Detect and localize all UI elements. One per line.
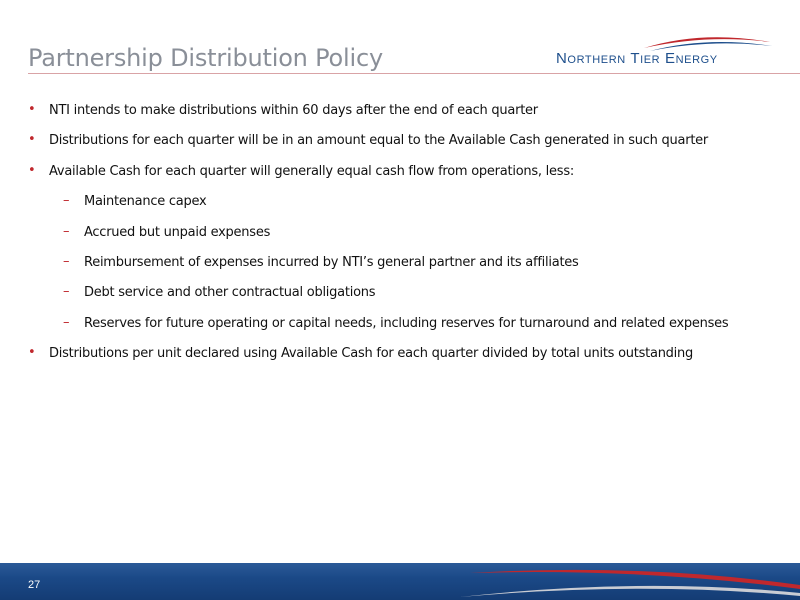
dash-marker: – xyxy=(63,284,70,300)
bullet-item xyxy=(28,164,788,194)
dash-marker: – xyxy=(63,193,70,209)
bullet-marker: • xyxy=(28,162,36,178)
sub-bullet-text: Debt service and other contractual obligations xyxy=(84,285,376,301)
bullet-marker: • xyxy=(28,132,36,148)
footer-bar xyxy=(0,563,800,600)
sub-bullet-item xyxy=(28,255,788,285)
sub-bullet-text: Reserves for future operating or capital needs, including reserves for turnaround and related expenses xyxy=(84,315,729,331)
bullet-marker: • xyxy=(28,345,36,361)
bullet-list xyxy=(28,103,788,377)
dash-marker: – xyxy=(63,223,70,239)
title-underline xyxy=(28,73,800,74)
bullet-item xyxy=(28,103,788,133)
dash-marker: – xyxy=(63,253,70,269)
footer-swoosh-icon xyxy=(0,563,800,600)
company-logo xyxy=(552,32,774,72)
sub-bullet-item xyxy=(28,225,788,255)
bullet-marker: • xyxy=(28,102,36,117)
bullet-text: NTI intends to make distributions within 60 days after the end of each quarter xyxy=(49,103,538,118)
sub-bullet-text: Maintenance capex xyxy=(84,194,207,210)
bullet-text: Distributions for each quarter will be in an amount equal to the Available Cash generated in such quarter xyxy=(49,133,709,149)
dash-marker: – xyxy=(63,314,70,330)
sub-bullet-item xyxy=(28,194,788,224)
sub-bullet-item xyxy=(28,285,788,315)
bullet-item xyxy=(28,133,788,163)
sub-bullet-text: Accrued but unpaid expenses xyxy=(84,224,271,240)
sub-bullet-item xyxy=(28,316,788,346)
bullet-text: Distributions per unit declared using Available Cash for each quarter divided by total units outstanding xyxy=(49,346,694,362)
slide-title: Partnership Distribution Policy xyxy=(28,44,383,72)
bullet-item xyxy=(28,346,788,376)
sub-bullet-text: Reimbursement of expenses incurred by NTI’s general partner and its affiliates xyxy=(84,254,579,270)
bullet-text: Available Cash for each quarter will generally equal cash flow from operations, less: xyxy=(49,163,574,179)
page-number: 27 xyxy=(28,579,41,591)
logo-text: Northern Tier Energy xyxy=(556,50,718,67)
